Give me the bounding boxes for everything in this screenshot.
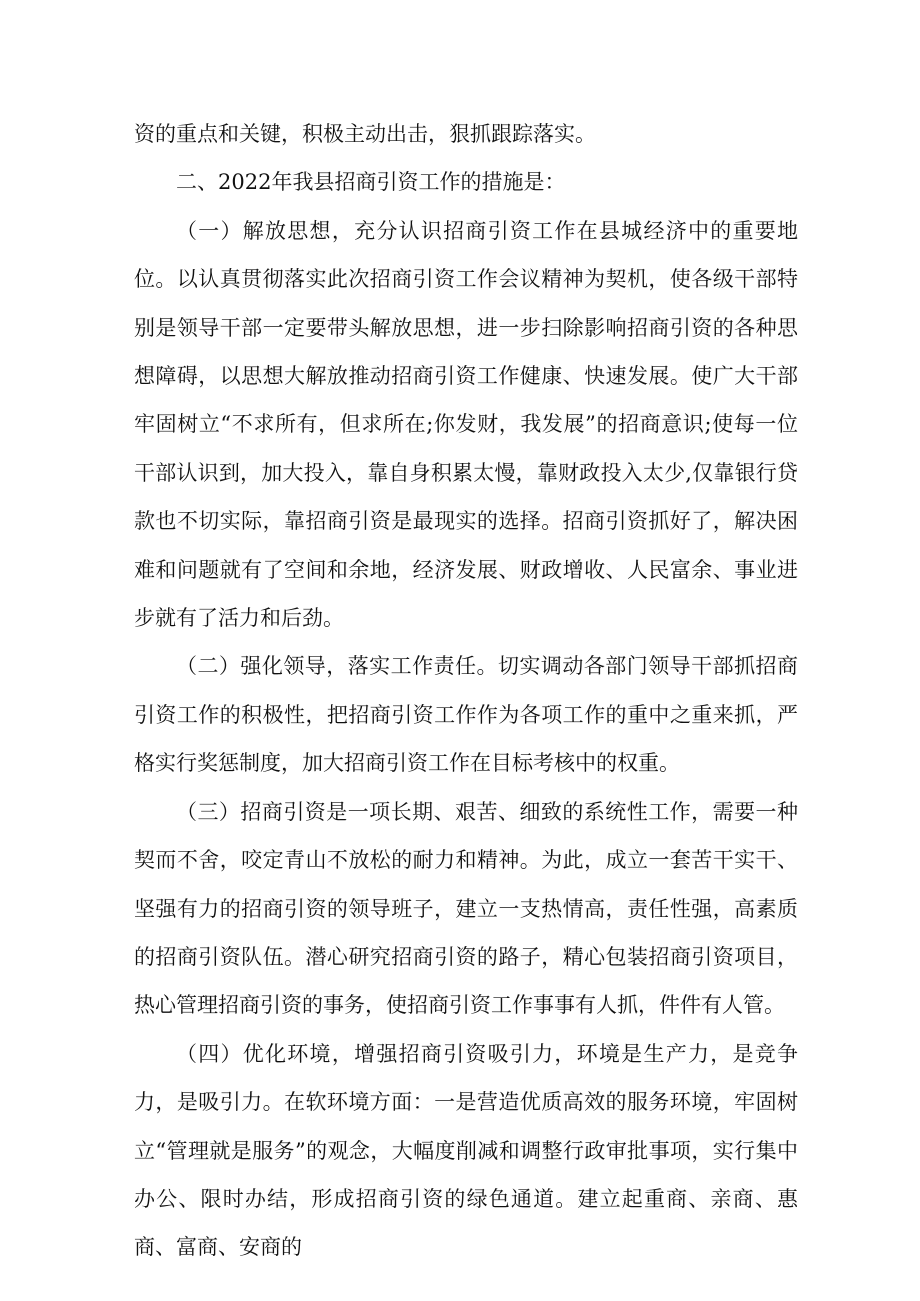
paragraph-measure-3: （三）招商引资是一项长期、艰苦、细致的系统性工作，需要一种契而不舍，咬定青山不放松的耐力和精神。为此，成立一套苦干实干、坚强有力的招商引资的领导班子，建立一支热情高，责任性强，高素质的招商引资队伍。潜心研究招商引资的路子，精心包装招商引资项目，热心管理招商引资的事务，使招商引资工作事事有人抓，件件有人管。 xyxy=(134,799,798,1018)
paragraph-section-heading: 二、2022年我县招商引资工作的措施是： xyxy=(176,170,566,195)
paragraph-measure-1: （一）解放思想，充分认识招商引资工作在县城经济中的重要地位。以认真贯彻落实此次招商引资工作会议精神为契机，使各级干部特别是领导干部一定要带头解放思想，进一步扫除影响招商引资的各种思想障碍，以思想大解放推动招商引资工作健康、快速发展。使广大干部牢固树立“不求所有，但求所在;你发财，我发展”的招商意识;使每一位干部认识到，加大投入，靠自身积累太慢，靠财政投入太少,仅靠银行贷款也不切实际，靠招商引资是最现实的选择。招商引资抓好了，解决困难和问题就有了空间和余地，经济发展、财政增收、人民富余、事业进步就有了活力和后劲。 xyxy=(134,218,798,631)
paragraph-measure-2: （二）强化领导，落实工作责任。切实调动各部门领导干部抓招商引资工作的积极性，把招商引资工作作为各项工作的重中之重来抓，严格实行奖惩制度，加大招商引资工作在目标考核中的权重。 xyxy=(134,654,798,776)
paragraph-measure-4: （四）优化环境，增强招商引资吸引力，环境是生产力，是竞争力，是吸引力。在软环境方面：一是营造优质高效的服务环境，牢固树立“管理就是服务”的观念，大幅度削减和调整行政审批事项，实行集中办公、限时办结，形成招商引资的绿色通道。建立起重商、亲商、惠商、富商、安商的 xyxy=(134,1041,798,1260)
paragraph-continuation: 资的重点和关键，积极主动出击，狠抓跟踪落实。 xyxy=(134,122,596,146)
document-body xyxy=(134,110,798,1272)
